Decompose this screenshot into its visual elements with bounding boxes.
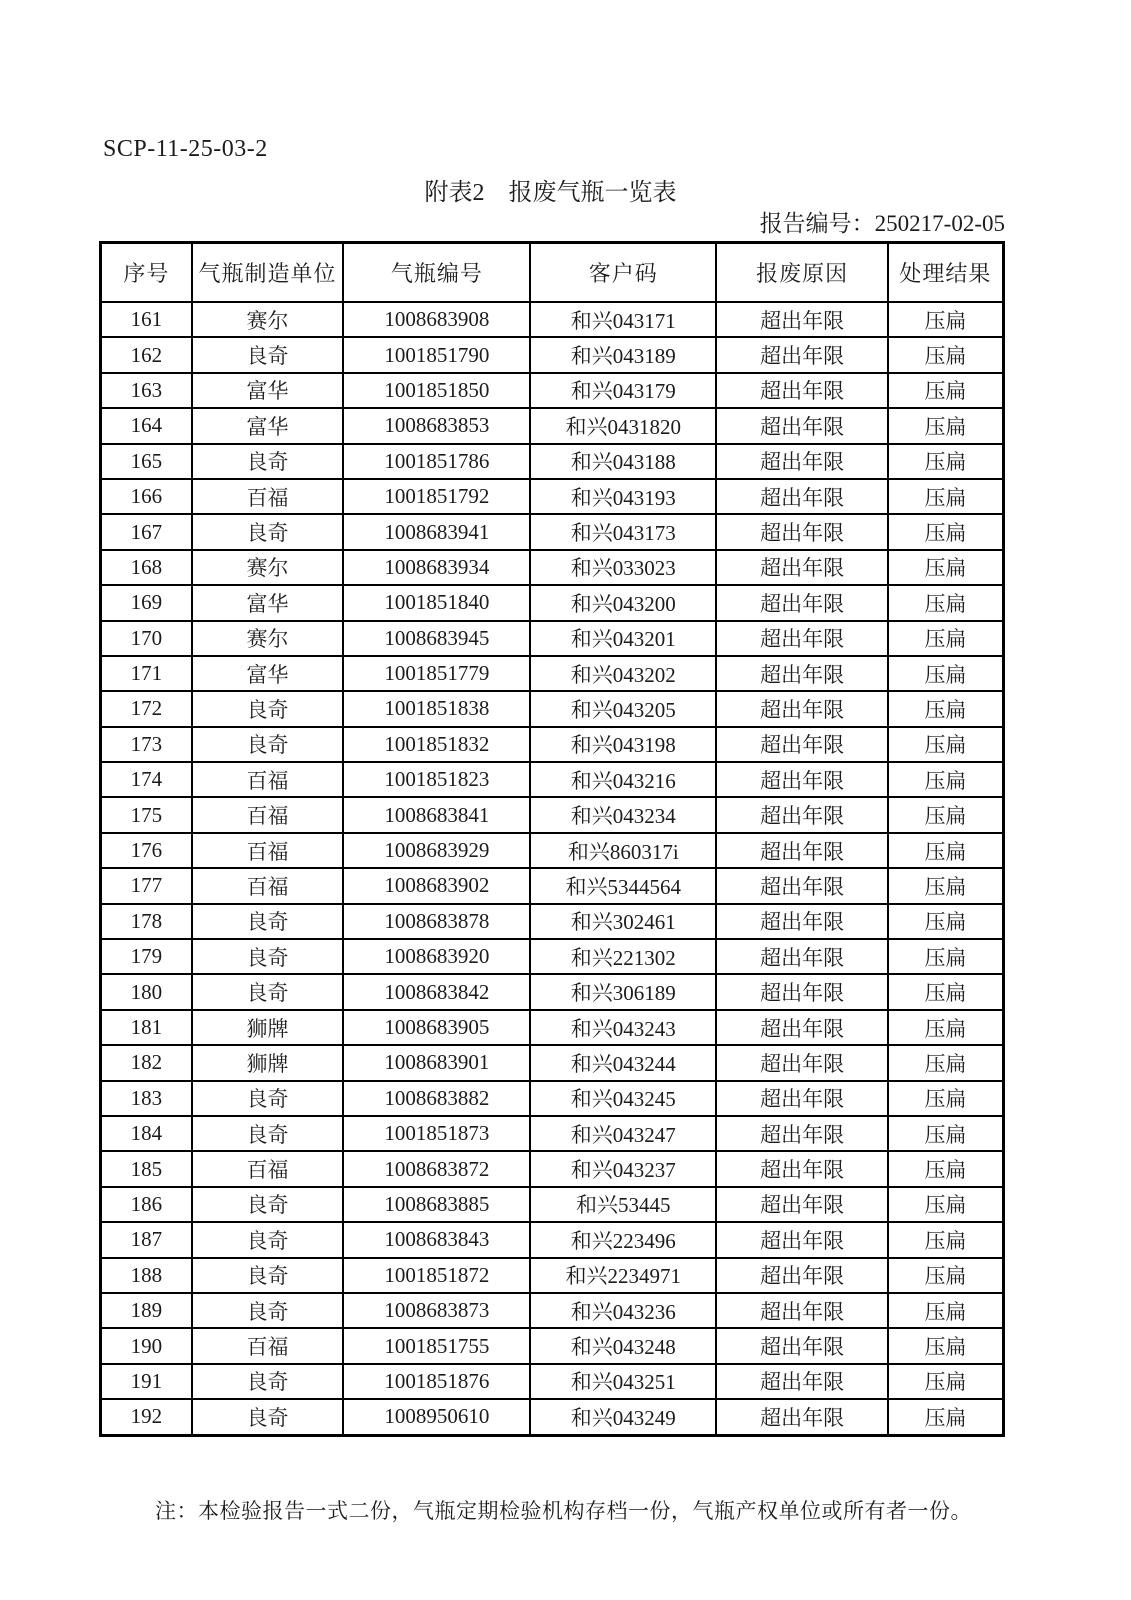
cell-manufacturer: 良奇 [192,1222,344,1257]
cell-manufacturer: 百福 [192,479,344,514]
cell-cylinder_no: 1001851786 [343,444,530,479]
cell-cylinder_no: 1008683908 [343,302,530,337]
cell-no: 173 [101,727,192,762]
cell-customer_code: 和兴043251 [530,1364,716,1399]
table-row [101,1116,1004,1151]
cell-cylinder_no: 1001851823 [343,762,530,797]
cell-cylinder_no: 1008683934 [343,550,530,585]
cell-reason: 超出年限 [716,868,888,903]
cell-result: 压扁 [888,514,1004,549]
cell-result: 压扁 [888,302,1004,337]
cell-reason: 超出年限 [716,797,888,832]
cell-manufacturer: 良奇 [192,1293,344,1328]
cell-no: 183 [101,1081,192,1116]
cell-reason: 超出年限 [716,373,888,408]
cell-no: 181 [101,1010,192,1045]
cell-customer_code: 和兴2234971 [530,1258,716,1293]
report-number-value: 250217-02-05 [874,211,1005,236]
cell-no: 168 [101,550,192,585]
cell-no: 175 [101,797,192,832]
column-header-5: 处理结果 [888,243,1004,303]
cell-reason: 超出年限 [716,833,888,868]
cell-result: 压扁 [888,904,1004,939]
cell-cylinder_no: 1001851840 [343,585,530,620]
cell-manufacturer: 良奇 [192,1116,344,1151]
cell-manufacturer: 富华 [192,373,344,408]
table-row [101,1293,1004,1328]
cell-result: 压扁 [888,337,1004,372]
cell-manufacturer: 富华 [192,656,344,691]
cell-result: 压扁 [888,939,1004,974]
cell-no: 174 [101,762,192,797]
cell-customer_code: 和兴043216 [530,762,716,797]
table-row [101,479,1004,514]
cell-result: 压扁 [888,1293,1004,1328]
cell-customer_code: 和兴043247 [530,1116,716,1151]
cell-manufacturer: 富华 [192,408,344,443]
cell-no: 187 [101,1222,192,1257]
cell-cylinder_no: 1001851790 [343,337,530,372]
cell-result: 压扁 [888,974,1004,1009]
cell-reason: 超出年限 [716,904,888,939]
cell-result: 压扁 [888,727,1004,762]
cell-no: 164 [101,408,192,443]
cell-result: 压扁 [888,479,1004,514]
cell-result: 压扁 [888,1045,1004,1080]
cell-customer_code: 和兴860317i [530,833,716,868]
cell-customer_code: 和兴043245 [530,1081,716,1116]
cell-no: 182 [101,1045,192,1080]
table-row [101,656,1004,691]
cell-reason: 超出年限 [716,1081,888,1116]
table-row [101,904,1004,939]
cell-result: 压扁 [888,1151,1004,1186]
table-row [101,797,1004,832]
cell-manufacturer: 赛尔 [192,550,344,585]
cell-cylinder_no: 1001851832 [343,727,530,762]
cell-manufacturer: 良奇 [192,939,344,974]
cell-customer_code: 和兴221302 [530,939,716,974]
cell-no: 170 [101,621,192,656]
report-number-label: 报告编号： [759,211,875,236]
cell-no: 180 [101,974,192,1009]
cell-result: 压扁 [888,797,1004,832]
table-row [101,1328,1004,1363]
cell-no: 167 [101,514,192,549]
cell-no: 166 [101,479,192,514]
cell-customer_code: 和兴043188 [530,444,716,479]
cell-customer_code: 和兴043198 [530,727,716,762]
cell-reason: 超出年限 [716,1364,888,1399]
cell-reason: 超出年限 [716,1293,888,1328]
table-row [101,1081,1004,1116]
table-body [101,302,1004,1435]
cell-customer_code: 和兴5344564 [530,868,716,903]
cell-result: 压扁 [888,656,1004,691]
cell-customer_code: 和兴043179 [530,373,716,408]
cell-reason: 超出年限 [716,302,888,337]
cell-cylinder_no: 1001851792 [343,479,530,514]
cell-manufacturer: 百福 [192,868,344,903]
cell-no: 169 [101,585,192,620]
cell-cylinder_no: 1008683929 [343,833,530,868]
cell-cylinder_no: 1008683920 [343,939,530,974]
cell-no: 162 [101,337,192,372]
cell-customer_code: 和兴306189 [530,974,716,1009]
cell-manufacturer: 百福 [192,762,344,797]
cell-result: 压扁 [888,373,1004,408]
table-row [101,1222,1004,1257]
cell-reason: 超出年限 [716,691,888,726]
table-row [101,302,1004,337]
cell-cylinder_no: 1008683853 [343,408,530,443]
cell-customer_code: 和兴043236 [530,1293,716,1328]
cell-manufacturer: 良奇 [192,904,344,939]
table-row [101,974,1004,1009]
table-row [101,1364,1004,1399]
cell-reason: 超出年限 [716,974,888,1009]
cell-reason: 超出年限 [716,1010,888,1045]
table-row [101,939,1004,974]
table-row [101,691,1004,726]
cell-reason: 超出年限 [716,1045,888,1080]
cell-customer_code: 和兴53445 [530,1187,716,1222]
cell-result: 压扁 [888,1328,1004,1363]
cell-result: 压扁 [888,408,1004,443]
cell-no: 184 [101,1116,192,1151]
table-row [101,1151,1004,1186]
cell-customer_code: 和兴043244 [530,1045,716,1080]
cell-customer_code: 和兴043189 [530,337,716,372]
cell-result: 压扁 [888,550,1004,585]
cell-result: 压扁 [888,762,1004,797]
table-row [101,833,1004,868]
table-row [101,762,1004,797]
table-row [101,1187,1004,1222]
cell-reason: 超出年限 [716,621,888,656]
cell-manufacturer: 百福 [192,1328,344,1363]
cell-manufacturer: 百福 [192,833,344,868]
cell-result: 压扁 [888,833,1004,868]
cell-manufacturer: 良奇 [192,1399,344,1435]
cell-reason: 超出年限 [716,1151,888,1186]
cell-reason: 超出年限 [716,727,888,762]
cell-reason: 超出年限 [716,444,888,479]
cell-customer_code: 和兴223496 [530,1222,716,1257]
cell-cylinder_no: 1008683941 [343,514,530,549]
cell-cylinder_no: 1008683905 [343,1010,530,1045]
cell-no: 178 [101,904,192,939]
page-title: 附表2 报废气瓶一览表 [424,180,677,206]
table-row [101,1010,1004,1045]
cell-manufacturer: 良奇 [192,1258,344,1293]
cell-cylinder_no: 1008683885 [343,1187,530,1222]
table-row [101,1399,1004,1435]
cell-cylinder_no: 1008683945 [343,621,530,656]
cell-no: 165 [101,444,192,479]
cell-manufacturer: 富华 [192,585,344,620]
cell-customer_code: 和兴043202 [530,656,716,691]
cell-reason: 超出年限 [716,1328,888,1363]
cell-reason: 超出年限 [716,514,888,549]
cell-no: 172 [101,691,192,726]
table-row [101,1045,1004,1080]
cell-customer_code: 和兴033023 [530,550,716,585]
cell-customer_code: 和兴043205 [530,691,716,726]
cell-result: 压扁 [888,585,1004,620]
cell-cylinder_no: 1001851779 [343,656,530,691]
cell-no: 185 [101,1151,192,1186]
cell-manufacturer: 赛尔 [192,302,344,337]
cell-reason: 超出年限 [716,479,888,514]
cell-reason: 超出年限 [716,762,888,797]
cell-reason: 超出年限 [716,656,888,691]
cell-no: 191 [101,1364,192,1399]
cell-customer_code: 和兴043249 [530,1399,716,1435]
table-row [101,585,1004,620]
cell-manufacturer: 良奇 [192,514,344,549]
cell-result: 压扁 [888,1081,1004,1116]
cell-result: 压扁 [888,1364,1004,1399]
cell-manufacturer: 良奇 [192,337,344,372]
cell-reason: 超出年限 [716,337,888,372]
cell-cylinder_no: 1008683841 [343,797,530,832]
cell-reason: 超出年限 [716,1187,888,1222]
cell-reason: 超出年限 [716,585,888,620]
cell-manufacturer: 狮牌 [192,1010,344,1045]
cell-customer_code: 和兴043234 [530,797,716,832]
cell-customer_code: 和兴043200 [530,585,716,620]
scrap-cylinder-table [99,241,1005,1437]
cell-manufacturer: 良奇 [192,444,344,479]
cell-no: 163 [101,373,192,408]
cell-manufacturer: 良奇 [192,1364,344,1399]
cell-customer_code: 和兴302461 [530,904,716,939]
cell-cylinder_no: 1008683878 [343,904,530,939]
cell-cylinder_no: 1001851838 [343,691,530,726]
table-row [101,621,1004,656]
cell-result: 压扁 [888,444,1004,479]
cell-no: 176 [101,833,192,868]
cell-cylinder_no: 1008683882 [343,1081,530,1116]
column-header-3: 客户码 [530,243,716,303]
table-row [101,373,1004,408]
cell-manufacturer: 良奇 [192,974,344,1009]
cell-cylinder_no: 1001851876 [343,1364,530,1399]
cell-reason: 超出年限 [716,1222,888,1257]
cell-customer_code: 和兴043237 [530,1151,716,1186]
cell-cylinder_no: 1008683842 [343,974,530,1009]
table-row [101,514,1004,549]
cell-no: 189 [101,1293,192,1328]
cell-result: 压扁 [888,621,1004,656]
cell-no: 186 [101,1187,192,1222]
column-header-1: 气瓶制造单位 [192,243,344,303]
column-header-4: 报废原因 [716,243,888,303]
document-code: SCP-11-25-03-2 [103,136,268,162]
cell-result: 压扁 [888,1116,1004,1151]
cell-result: 压扁 [888,1222,1004,1257]
cell-no: 179 [101,939,192,974]
table-row [101,1258,1004,1293]
table-row [101,408,1004,443]
cell-manufacturer: 良奇 [192,1187,344,1222]
table-row [101,550,1004,585]
column-header-0: 序号 [101,243,192,303]
cell-result: 压扁 [888,1187,1004,1222]
cell-reason: 超出年限 [716,939,888,974]
cell-cylinder_no: 1008683872 [343,1151,530,1186]
table-header-row [101,243,1004,303]
cell-cylinder_no: 1008683873 [343,1293,530,1328]
report-number-line [760,205,1005,238]
cell-no: 190 [101,1328,192,1363]
cell-manufacturer: 赛尔 [192,621,344,656]
cell-manufacturer: 良奇 [192,727,344,762]
cell-no: 188 [101,1258,192,1293]
table-row [101,337,1004,372]
table-row [101,444,1004,479]
cell-manufacturer: 良奇 [192,1081,344,1116]
cell-cylinder_no: 1008950610 [343,1399,530,1435]
cell-manufacturer: 良奇 [192,691,344,726]
cell-cylinder_no: 1008683843 [343,1222,530,1257]
cell-reason: 超出年限 [716,550,888,585]
footer-note: 注：本检验报告一式二份，气瓶定期检验机构存档一份，气瓶产权单位或所有者一份。 [155,1499,972,1523]
cell-no: 171 [101,656,192,691]
cell-manufacturer: 百福 [192,797,344,832]
cell-result: 压扁 [888,691,1004,726]
cell-cylinder_no: 1008683902 [343,868,530,903]
table-row [101,727,1004,762]
cell-no: 177 [101,868,192,903]
cell-customer_code: 和兴043243 [530,1010,716,1045]
table-row [101,868,1004,903]
cell-reason: 超出年限 [716,1116,888,1151]
cell-customer_code: 和兴0431820 [530,408,716,443]
cell-customer_code: 和兴043248 [530,1328,716,1363]
cell-result: 压扁 [888,1010,1004,1045]
cell-cylinder_no: 1008683901 [343,1045,530,1080]
cell-customer_code: 和兴043193 [530,479,716,514]
cell-manufacturer: 狮牌 [192,1045,344,1080]
cell-reason: 超出年限 [716,408,888,443]
cell-result: 压扁 [888,868,1004,903]
cell-no: 192 [101,1399,192,1435]
cell-cylinder_no: 1001851873 [343,1116,530,1151]
cell-cylinder_no: 1001851850 [343,373,530,408]
cell-manufacturer: 百福 [192,1151,344,1186]
cell-result: 压扁 [888,1258,1004,1293]
cell-cylinder_no: 1001851755 [343,1328,530,1363]
column-header-2: 气瓶编号 [343,243,530,303]
cell-cylinder_no: 1001851872 [343,1258,530,1293]
cell-customer_code: 和兴043201 [530,621,716,656]
cell-result: 压扁 [888,1399,1004,1435]
cell-reason: 超出年限 [716,1399,888,1435]
cell-customer_code: 和兴043171 [530,302,716,337]
scrap-cylinder-table-wrap [99,241,1005,1437]
cell-customer_code: 和兴043173 [530,514,716,549]
cell-no: 161 [101,302,192,337]
cell-reason: 超出年限 [716,1258,888,1293]
